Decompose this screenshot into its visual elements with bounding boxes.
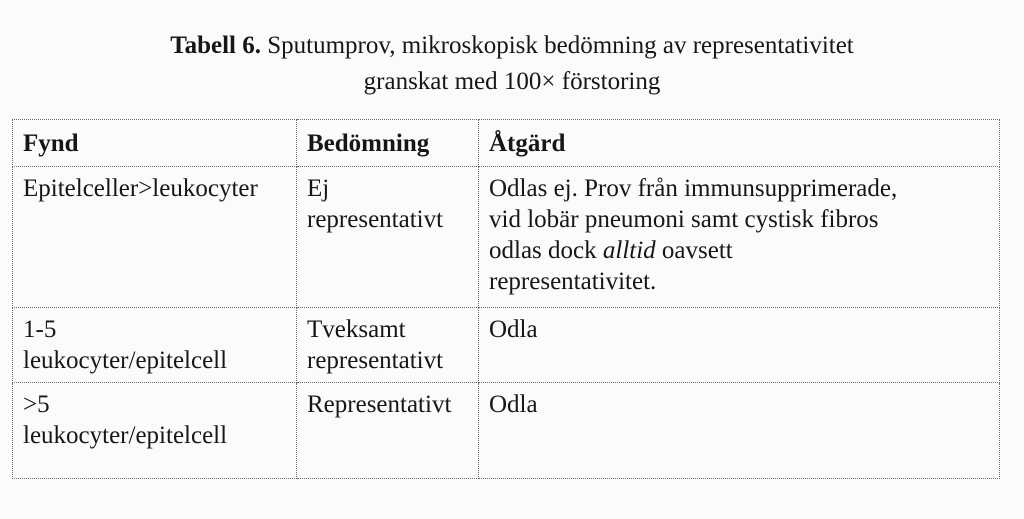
caption-title: Sputumprov, mikroskopisk bedömning av representativitet xyxy=(267,32,854,59)
text-run: oavsett xyxy=(655,237,733,264)
sputum-assessment-table xyxy=(12,119,1000,479)
table-caption xyxy=(0,28,1024,100)
table-row xyxy=(13,308,1000,383)
cell-text-line: leukocyter/epitelcell xyxy=(23,422,228,449)
cell-fynd xyxy=(13,383,297,479)
cell-bedomning xyxy=(297,167,479,308)
cell-bedomning xyxy=(297,308,479,383)
cell-bedomning: Representativt xyxy=(297,383,479,479)
header-fynd: Fynd xyxy=(13,120,297,167)
caption-line-1 xyxy=(0,28,1024,64)
header-atgard: Åtgärd xyxy=(479,120,1000,167)
cell-atgard xyxy=(479,167,1000,308)
cell-atgard: Odla xyxy=(479,383,1000,479)
cell-atgard: Odla xyxy=(479,308,1000,383)
cell-text-line xyxy=(489,235,991,266)
cell-fynd: Epitelceller>leukocyter xyxy=(13,167,297,308)
caption-line-2: granskat med 100× förstoring xyxy=(363,68,661,95)
cell-text-line: vid lobär pneumoni samt cystisk fibros xyxy=(489,206,879,233)
cell-text-line: representativitet. xyxy=(489,268,657,295)
emphasis-alltid: alltid xyxy=(602,237,656,264)
cell-text-line: representativt xyxy=(307,206,444,233)
cell-text-line: representativt xyxy=(307,347,444,374)
cell-text-line: Tveksamt xyxy=(307,316,406,343)
cell-text-line: leukocyter/epitelcell xyxy=(23,347,228,374)
header-bedomning: Bedömning xyxy=(297,120,479,167)
table-row xyxy=(13,383,1000,479)
cell-text-line: Ej xyxy=(307,175,330,202)
table-row xyxy=(13,167,1000,308)
cell-text-line: 1-5 xyxy=(23,316,57,343)
table-header-row xyxy=(13,120,1000,167)
cell-fynd xyxy=(13,308,297,383)
cell-text-line: Odlas ej. Prov från immunsupprimerade, xyxy=(489,175,898,202)
text-run: odlas dock xyxy=(489,237,603,264)
cell-text-line: >5 xyxy=(23,391,50,418)
caption-label: Tabell 6. xyxy=(170,32,262,59)
